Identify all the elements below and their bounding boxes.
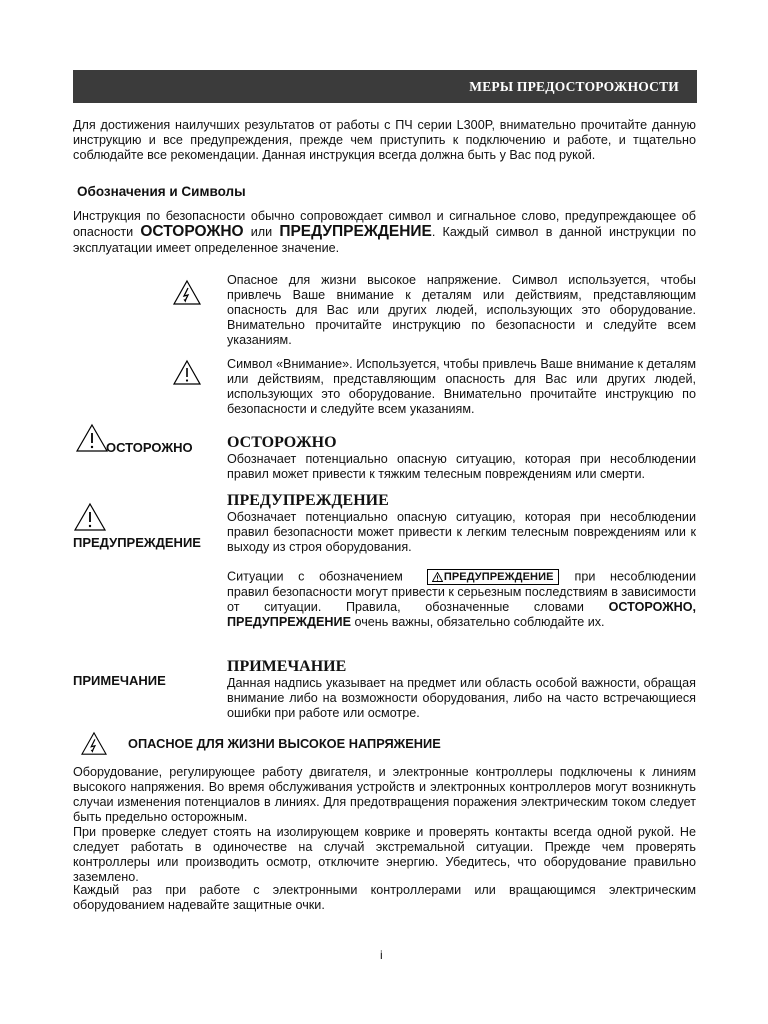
intro-paragraph: Для достижения наилучших результатов от работы с ПЧ серии L300P, внимательно прочитайте данную инструкцию и все предупреждения, прежде чем приступить к подключению и работе, и тщательно соблюдайте все рекомендации. Данная инструкция всегда должна быть у Вас под рукой. [73,118,696,162]
note-title: ПРИМЕЧАНИЕ [227,658,347,675]
note-description: Данная надпись указывает на предмет или область особой важности, обращая внимание либо на возможности оборудования, либо на часто встречающиеся ошибки при работе или осмотре. [227,676,696,720]
danger-paragraph-2: При проверке следует стоять на изолирующем коврике и проверять контакты всегда одной рукой. Не следует работать в одиночестве на случай экстремальной ситуации. Прежде чем проверять контроллеры или производить осмотр, отключите энергию. Убедитесь, что оборудование правильно заземлено. [73,825,696,884]
caution-label: ОСТОРОЖНО [106,440,193,455]
situations-word-warning: ПРЕДУПРЕЖДЕНИЕ [227,615,351,629]
badge-label: ПРЕДУПРЕЖДЕНИЕ [443,571,554,583]
warning-label: ПРЕДУПРЕЖДЕНИЕ [73,535,201,550]
symbols-word-or: или [243,225,280,239]
symbols-text-before: Инструкция по безопасности обычно сопровождает символ и сигнальное слово, предупреждающее об опасности [73,209,696,239]
warning-icon [73,502,107,532]
situations-word-caution: ОСТОРОЖНО, [608,600,696,614]
note-label: ПРИМЕЧАНИЕ [73,673,166,688]
warning-title: ПРЕДУПРЕЖДЕНИЕ [227,492,389,509]
page-number: i [380,948,383,962]
situations-end: при несоблюдении правил безопасности могут привести к серьезным последствиям в зависимости от ситуации. Правила, обозначенные словами [227,569,696,614]
danger-high-voltage-icon [80,731,108,756]
warning-situations-paragraph [227,569,696,630]
caution-description: Обозначает потенциально опасную ситуацию, которая при несоблюдении правил может привести к тяжким телесным повреждениям или смерти. [227,452,696,481]
header-bar [73,70,697,103]
header-title: МЕРЫ ПРЕДОСТОРОЖНОСТИ [469,79,679,94]
symbols-paragraph [73,208,696,256]
caution-title: ОСТОРОЖНО [227,434,337,451]
high-voltage-icon [172,279,202,306]
danger-paragraph-1: Оборудование, регулирующее работу двигателя, и электронные контроллеры подключены к линиям высокого напряжения. Во время обслуживания устройств и электронных контроллеров могут возникнуть случаи изменения потенциалов в линиях. Для предотвращения поражения электрическим током следует быть предельно осторожным. [73,765,696,824]
situations-start: Ситуации с обозначением [227,569,403,584]
symbols-word-caution: ОСТОРОЖНО [140,223,244,240]
situations-tail: очень важны, обязательно соблюдайте их. [350,615,605,629]
symbols-text-after: . Каждый символ в данной инструкции по эксплуатации имеет определенное значение. [73,225,696,255]
symbols-word-warning: ПРЕДУПРЕЖДЕНИЕ [279,223,432,240]
caution-warning-icon [75,423,109,453]
symbols-heading: Обозначения и Символы [77,184,246,199]
badge-warning-icon [432,572,443,582]
exclamation-warning-icon [172,359,202,386]
attention-symbol-description: Символ «Внимание». Используется, чтобы привлечь Ваше внимание к деталям или действиям, представляющим опасность для Вас или других людей, использующих это оборудование. Внимательно прочитайте инструкцию по безопасности и следуйте всем указаниям. [227,357,696,416]
high-voltage-symbol-description: Опасное для жизни высокое напряжение. Символ используется, чтобы привлечь Ваше внимание к деталям или действиям, представляющим опасность для Вас или других людей, использующих это оборудование. Внимательно прочитайте инструкцию по безопасности и следуйте всем указаниям. [227,273,696,347]
danger-title: ОПАСНОЕ ДЛЯ ЖИЗНИ ВЫСОКОЕ НАПРЯЖЕНИЕ [128,736,441,751]
warning-description: Обозначает потенциально опасную ситуацию, которая при несоблюдении правил безопасности может привести к легким телесным повреждениям или к выходу из строя оборудования. [227,510,696,554]
inline-warning-badge [427,569,559,585]
danger-paragraph-3: Каждый раз при работе с электронными контроллерами или вращающимся электрическим оборудованием надевайте защитные очки. [73,883,696,912]
